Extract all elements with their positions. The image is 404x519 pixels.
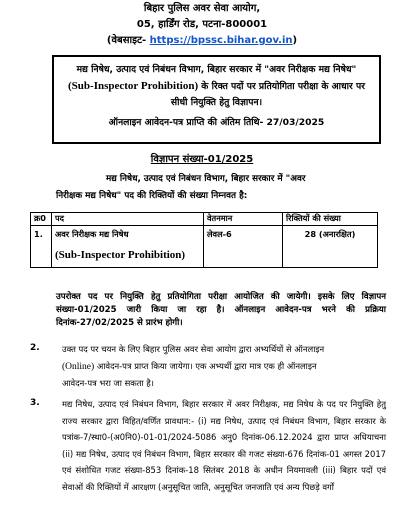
vacancy-table	[30, 212, 378, 268]
cell-pay: लेवल-6	[204, 226, 283, 268]
notice-line-1: मद्य निषेध, उत्पाद एवं निबंधन विभाग, बिहार सरकार में "अवर निरीक्षक मद्य निषेध"	[76, 64, 357, 75]
advertisement-number: विज्ञापन संख्या-01/2025	[150, 154, 254, 165]
intro-line-1: मद्य निषेध, उत्पाद एवं निबंधन विभाग, बिहार सरकार में "अवर	[106, 174, 306, 184]
intro-line-2: निरीक्षक मद्य निषेध" पद की रिक्तियों की संख्या निम्नवत है:	[56, 191, 248, 201]
col-header-post: पद	[52, 213, 204, 226]
online-english: (Online)	[62, 361, 95, 372]
section-2-number: 2.	[30, 343, 40, 353]
notice-box	[52, 55, 381, 144]
post-english-name: (Sub-Inspector Prohibition)	[68, 80, 199, 92]
table-header-row	[31, 213, 378, 226]
deadline-text: ऑनलाइन आवेदन-पत्र प्राप्ति की अंतिम तिथि- 27/03/2025	[108, 117, 325, 128]
org-name: बिहार पुलिस अवर सेवा आयोग,	[143, 3, 261, 14]
cell-post-english: (Sub-Inspector Prohibition)	[55, 249, 186, 261]
section-3-number: 3.	[30, 398, 40, 408]
section-2-text	[62, 341, 386, 392]
notice-line-2-text: के रिक्त पदों पर प्रतियोगिता परीक्षा के आधार पर	[198, 81, 365, 92]
notice-line-3: सीधी नियुक्ति हेतु विज्ञापन।	[170, 97, 263, 108]
website-line	[0, 35, 404, 47]
after-table-paragraph: उपरोक्त पद पर नियुक्ति हेतु प्रतियोगिता परीक्षा आयोजित की जायेगी। इसके लिए विज्ञापन संख्या-01/2025 जारी किया जा रहा है। ऑनलाइन आवेदन-पत्र भरने की प्रक्रिया दिनांक-27/02/2025 से प्रारंभ होगी।	[56, 292, 386, 328]
section-2-line-3: आवेदन-पत्र भरा जा सकता है।	[62, 378, 154, 388]
website-close: )	[292, 35, 298, 46]
notice-line-2	[60, 78, 373, 95]
website-label: (वेबसाइट-	[106, 35, 147, 46]
section-2-line-1: उक्त पद पर चयन के लिए बिहार पुलिस अवर सेवा आयोग द्वारा अभ्यर्थियों से ऑनलाइन	[62, 344, 325, 354]
col-header-sn: क्र0	[31, 213, 52, 226]
col-header-vacancies: रिक्तियों की संख्या	[283, 213, 378, 226]
cell-vacancies: 28 (अनारक्षित)	[283, 226, 378, 268]
cell-sn: 1.	[31, 226, 52, 268]
org-address: 05, हार्डिंग रोड, पटना-800001	[136, 19, 268, 30]
intro-paragraph	[56, 171, 386, 205]
cell-post	[52, 226, 204, 268]
col-header-pay: वेतनमान	[204, 213, 283, 226]
section-2-line-2: आवेदन-पत्र प्राप्त किया जायेगा। एक अभ्यर्थी द्वारा मात्र एक ही ऑनलाइन	[94, 360, 317, 371]
website-link[interactable]: https://bpssc.bihar.gov.in	[149, 35, 293, 46]
section-3-text: मद्य निषेध, उत्पाद एवं निबंधन विभाग, बिहार सरकार में अवर निरीक्षक, मद्य निषेध के पद पर नियुक्ति हेतु राज्य सरकार द्वारा विहित/वर्णित प्रावधान:- (i) मद्य निषेध, उत्पाद एवं निबंधन विभाग, बिहार सरकार के पत्रांक-7/स्था0-(अ0नि0)-01-01/2024-5086 अनु0 दिनांक-06.12.2024 द्वारा प्राप्त अधियाचना (ii) मद्य निषेध, उत्पाद एवं निबंधन विभाग, बिहार सरकार की गजट संख्या-676 दिनांक-01 अगस्त 2017 एवं संशोधित गजट संख्या-853 दिनांक-18 सितंबर 2018 के अधीन नियमावली (iii) बिहार पदों एवं सेवाओं की रिक्तियों में आरक्षण (अनुसूचित जाति, अनुसूचित जनजाति एवं अन्य पिछड़े वर्गों	[62, 399, 386, 492]
cell-post-hindi: अवर निरीक्षक मद्य निषेध	[55, 229, 129, 239]
table-row	[31, 226, 378, 268]
